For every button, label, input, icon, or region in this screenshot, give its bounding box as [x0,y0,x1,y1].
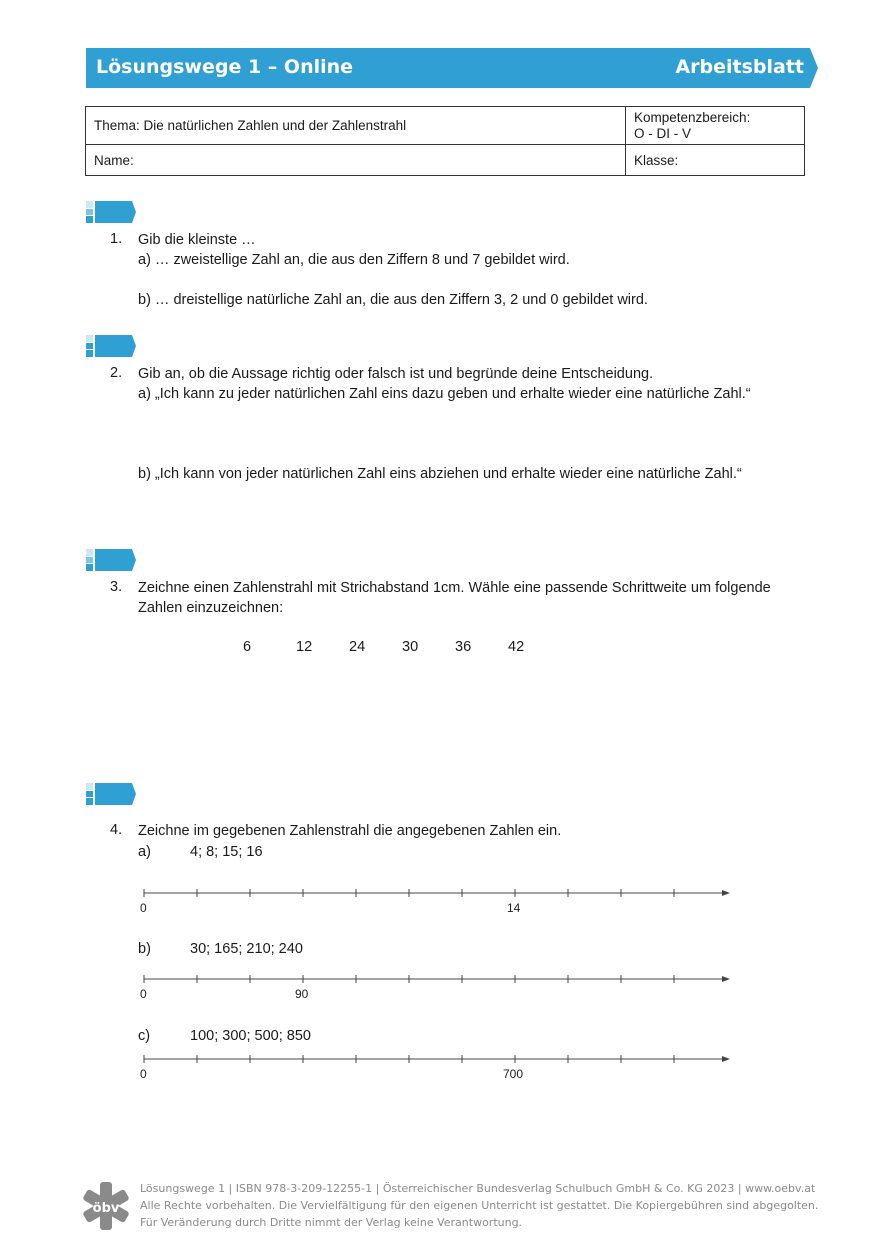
task-marker-icon [86,334,138,358]
task-3-number-value: 42 [508,639,525,655]
kompetenz-value: O - DI - V [634,125,691,141]
footer-text [140,1180,820,1231]
logo-text: öbv [92,1201,120,1216]
klasse-field[interactable]: Klasse: [626,145,805,176]
arrowhead-icon [722,976,730,982]
arrowhead-icon [722,1056,730,1062]
task-marker-icon [86,782,138,806]
task-marker-icon [86,200,138,224]
task-1-number: 1. [110,231,123,247]
task-2-b: b) „Ich kann von jeder natürlichen Zahl eins abziehen und erhalte wieder eine natürliche Zahl.“ [138,466,742,482]
task-4-number: 4. [110,822,123,838]
number-line-b-mark-label: 90 [295,987,309,1001]
number-line-a[interactable] [140,886,732,900]
task-4b-values: 30; 165; 210; 240 [190,941,303,957]
arrowhead-icon [722,890,730,896]
task-3-number-value: 12 [296,639,313,655]
oebv-logo [80,1180,132,1232]
task-4a-label: a) [138,844,151,860]
task-3-number-value: 24 [349,639,366,655]
task-marker-icon [86,548,138,572]
header-title: Lösungswege 1 – Online [96,56,354,78]
kompetenz-cell [626,107,805,145]
task-3-line2: Zahlen einzuzeichnen: [138,600,284,616]
task-1-a: a) … zweistellige Zahl an, die aus den Ziffern 8 und 7 gebildet wird. [138,252,570,268]
task-4b-label: b) [138,941,151,957]
task-4-intro: Zeichne im gegebenen Zahlenstrahl die angegebenen Zahlen ein. [138,823,562,839]
number-line-a-mark-label: 14 [507,901,521,915]
number-line-c[interactable] [140,1052,732,1066]
info-table [85,106,805,176]
task-2-intro: Gib an, ob die Aussage richtig oder falsch ist und begründe deine Entscheidung. [138,366,654,382]
number-line-b[interactable] [140,972,732,986]
task-2-a: a) „Ich kann zu jeder natürlichen Zahl eins dazu geben und erhalte wieder eine natürliche Zahl.“ [138,386,751,402]
task-4c-label: c) [138,1028,151,1044]
task-3-number-value: 36 [455,639,472,655]
footer-line-3: Für Veränderung durch Dritte nimmt der Verlag keine Verantwortung. [140,1216,523,1229]
kompetenz-label: Kompetenzbereich: [634,109,751,125]
task-3-number-value: 30 [402,639,419,655]
number-line-c-start-label: 0 [140,1067,147,1081]
task-4c-values: 100; 300; 500; 850 [190,1028,311,1044]
thema-cell: Thema: Die natürlichen Zahlen und der Zahlenstrahl [86,107,626,145]
footer-line-2: Alle Rechte vorbehalten. Die Vervielfältigung für den eigenen Unterricht ist gestattet. Die Kopiergebühren sind abgegolten. [140,1199,819,1212]
number-line-a-start-label: 0 [140,901,147,915]
footer-line-1: Lösungswege 1 | ISBN 978-3-209-12255-1 | Österreichischer Bundesverlag Schulbuch GmbH & Co. KG 2023 | www.oebv.at [140,1182,816,1195]
task-3-number-value: 6 [243,639,252,655]
header-doc-type: Arbeitsblatt [675,56,804,78]
task-3-number: 3. [110,579,123,595]
task-1-intro: Gib die kleinste … [138,232,256,248]
task-1-b: b) … dreistellige natürliche Zahl an, die aus den Ziffern 3, 2 und 0 gebildet wird. [138,292,648,308]
name-field[interactable]: Name: [86,145,626,176]
number-line-c-mark-label: 700 [503,1067,524,1081]
task-2-number: 2. [110,365,123,381]
task-4a-values: 4; 8; 15; 16 [190,844,263,860]
number-line-b-start-label: 0 [140,987,147,1001]
task-3-line1: Zeichne einen Zahlenstrahl mit Strichabstand 1cm. Wähle eine passende Schrittweite um folgende [138,580,771,596]
